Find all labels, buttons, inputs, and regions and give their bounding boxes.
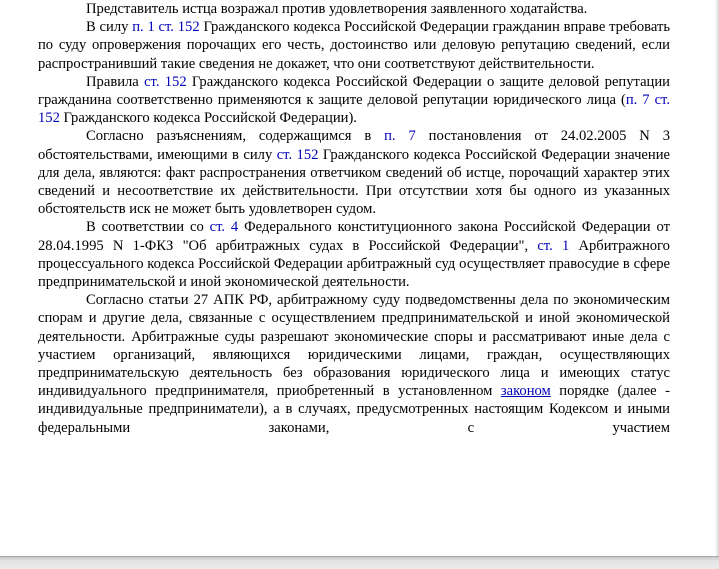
law-link-art152[interactable]: ст. 152	[144, 73, 187, 90]
text-segment: Гражданского кодекса Российской Федерации о защите деловой репутации гражданина соответственно применяются к защите деловой репутации юридического лица (	[38, 73, 670, 109]
text-segment: Правила	[86, 73, 145, 90]
text-segment: В соответствии со	[86, 219, 210, 236]
text-segment: Гражданского кодекса Российской Федерации гражданин вправе требовать по суду опровержения порочащих его честь, достоинство или деловую репутацию сведений, если распространивший такие сведения не докажет, что они соответствуют действительности.	[38, 19, 671, 72]
document-body	[38, 0, 670, 437]
paragraph-article-27	[38, 291, 670, 437]
text-segment: порядке (далее - индивидуальные предприниматели), а в случаях, предусмотренных настоящим Кодексом и иными федеральными законами, с участием	[38, 383, 671, 436]
text-segment: Представитель истца возражал против удовлетворения заявленного ходатайства.	[86, 1, 588, 17]
paragraph-objection	[38, 0, 670, 18]
law-link-zakonom[interactable]: законом	[500, 383, 551, 400]
text-segment: Гражданского кодекса Российской Федерации значение для дела, являются: факт распространения ответчиком сведений об истце, порочащий характер этих сведений и несоответствие их действительности. При отсутствии хотя бы одного из указанных обстоятельств иск не может быть удовлетворен судом.	[38, 146, 670, 218]
text-segment: Федерального конституционного закона Российской Федерации от 28.04.1995 N 1-ФКЗ "Об арбитражных судах в Российской Федерации",	[38, 219, 670, 254]
text-segment: постановления от 24.02.2005 N 3 обстоятельствами, имеющими в силу	[38, 128, 670, 163]
law-link-p1-art152[interactable]: п. 1 ст. 152	[132, 19, 200, 36]
law-link-art152-civil-code[interactable]: ст. 152	[276, 146, 319, 163]
text-segment: Арбитражного процессуального кодекса Российской Федерации арбитражный суд осуществляет правосудие в сфере предпринимательской и иной экономической деятельности.	[38, 237, 670, 291]
window-right-edge	[715, 0, 719, 556]
text-segment: Согласно статьи 27 АПК РФ, арбитражному суду подведомственны дела по экономическим спорам и другие дела, связанные с осуществлением предпринимательской и иной экономической деятельности. Арбитражные суды разрешают экономические споры и рассматривают иные дела с участием организаций, являющихся юридическими лицами, граждан, осуществляющих предпринимательскую деятельность без образования юридического лица и имеющих статус индивидуального предпринимателя, приобретенный в установленном	[38, 292, 670, 400]
paragraph-business-reputation	[38, 73, 670, 128]
paragraph-clarifications	[38, 127, 670, 218]
text-segment: Согласно разъяснениям, содержащимся в	[86, 128, 385, 145]
paragraph-arbitration-courts-law	[38, 218, 670, 291]
law-link-p7-resolution[interactable]: п. 7	[384, 128, 416, 145]
law-link-art4[interactable]: ст. 4	[209, 219, 239, 236]
window-bottom-bar	[0, 556, 719, 569]
law-link-p7-art152[interactable]: п. 7 ст. 152	[38, 92, 670, 127]
paragraph-article-152-p1	[38, 18, 670, 73]
law-link-art1[interactable]: ст. 1	[537, 237, 570, 254]
text-segment: В силу	[86, 19, 133, 36]
text-segment: Гражданского кодекса Российской Федерации).	[59, 110, 357, 127]
